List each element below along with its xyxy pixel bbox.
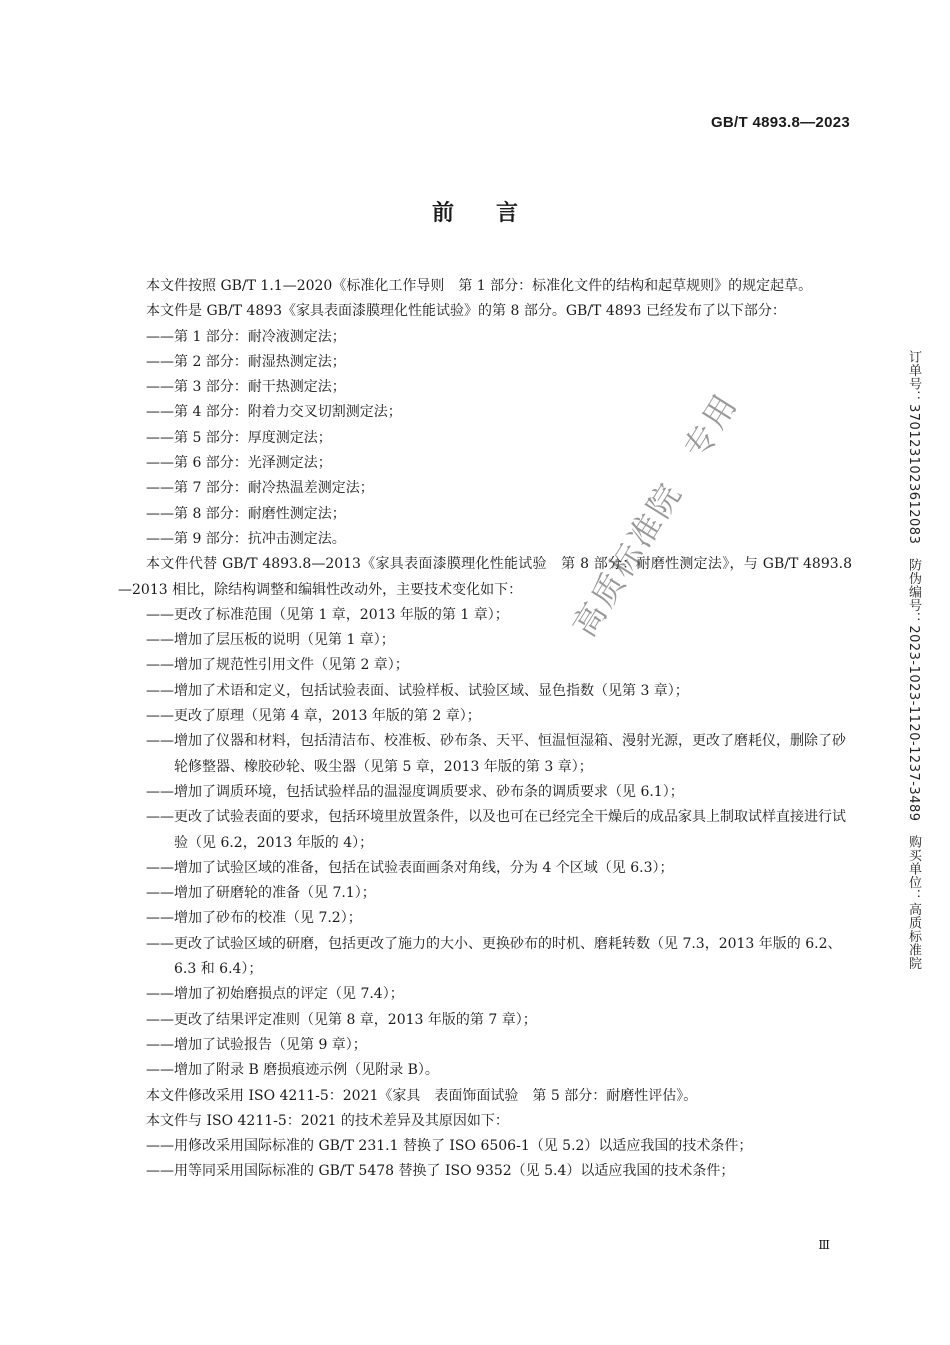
standard-code: GB/T 4893.8—2023 [710, 114, 850, 131]
list-item: ——增加了初始磨损点的评定（见 7.4）； [146, 986, 404, 1003]
list-item: ——增加了术语和定义，包括试验表面、试验样板、试验区域、显色指数（见第 3 章）； [146, 682, 689, 699]
list-item: ——第 1 部分：耐冷液测定法； [146, 328, 346, 345]
list-item: ——更改了试验区域的研磨，包括更改了施力的大小、更换砂布的时机、磨耗转数（见 7.3，2013 年版的 6.2、6.3 和 6.4）； [146, 935, 842, 978]
changes-list [118, 603, 852, 1084]
list-item: ——第 4 部分：附着力交叉切割测定法； [146, 404, 402, 421]
list-item: ——更改了标准范围（见第 1 章，2013 年版的第 1 章）； [146, 606, 509, 623]
paragraph-drafting-rules: 本文件按照 GB/T 1.1—2020《标准化工作导则 第 1 部分：标准化文件的结构和起草规则》的规定起草。 [146, 278, 813, 294]
list-item: ——增加了层压板的说明（见第 1 章）； [146, 632, 395, 649]
list-item: ——更改了试验表面的要求，包括环境里放置条件，以及也可在已经完全干燥后的成品家具上制取试样直接进行试验（见 6.2，2013 年版的 4）； [146, 809, 846, 851]
list-item: ——第 6 部分：光泽测定法； [146, 455, 332, 472]
page-title: 前言 [431, 201, 560, 226]
paragraph-replaces: 本文件代替 GB/T 4893.8—2013《家具表面漆膜理化性能试验 第 8 部分：耐磨性测定法》，与 GB/T 4893.8—2013 相比，除结构调整和编辑性改动外，主要技术变化如下： [118, 556, 852, 598]
list-item: ——更改了结果评定准则（见第 8 章，2013 年版的第 7 章）； [146, 1011, 537, 1028]
list-item: ——第 2 部分：耐湿热测定法； [146, 353, 346, 370]
list-item: ——第 3 部分：耐干热测定法； [146, 379, 346, 396]
paragraph-series-intro: 本文件是 GB/T 4893《家具表面漆膜理化性能试验》的第 8 部分。GB/T 4893 已经发布了以下部分： [146, 303, 786, 320]
order-info-sidebar: 订单号：3701231023612083 防伪编号：2023-1023-1120-1237-3489 购买单位：高质标准院 [906, 350, 921, 971]
list-item: ——增加了附录 B 磨损痕迹示例（见附录 B）。 [146, 1062, 439, 1079]
list-item: ——第 5 部分：厚度测定法； [146, 429, 332, 446]
watermark-text: 高质标准院 专用 [565, 385, 746, 644]
list-item: ——增加了试验区域的准备，包括在试验表面画条对角线，分为 4 个区域（见 6.3）； [146, 859, 674, 876]
list-item: ——增加了规范性引用文件（见第 2 章）； [146, 657, 409, 674]
list-item: ——增加了砂布的校准（见 7.2）； [146, 910, 362, 927]
list-item: ——增加了试验报告（见第 9 章）； [146, 1036, 367, 1053]
watermark [560, 385, 746, 644]
list-item: ——用修改采用国际标准的 GB/T 231.1 替换了 ISO 6506-1（见 5.2）以适应我国的技术条件； [146, 1138, 753, 1155]
differences-list [118, 1134, 852, 1185]
paragraph-differences: 本文件与 ISO 4211-5：2021 的技术差异及其原因如下： [146, 1112, 509, 1129]
paragraph-adoption: 本文件修改采用 ISO 4211-5：2021《家具 表面饰面试验 第 5 部分：耐磨性评估》。 [146, 1087, 698, 1104]
list-item: ——增加了研磨轮的准备（见 7.1）； [146, 885, 376, 902]
parts-list [118, 325, 852, 553]
list-item: ——第 7 部分：耐冷热温差测定法； [146, 480, 374, 497]
page-number: Ⅲ [818, 1238, 830, 1252]
list-item: ——用等同采用国际标准的 GB/T 5478 替换了 ISO 9352（见 5.4）以适应我国的技术条件； [146, 1163, 735, 1180]
list-item: ——增加了仪器和材料，包括清洁布、校准板、砂布条、天平、恒温恒湿箱、漫射光源，更改了磨耗仪，删除了砂轮修整器、橡胶砂轮、吸尘器（见第 5 章，2013 年版的第 3 章）； [146, 733, 846, 775]
list-item: ——更改了原理（见第 4 章，2013 年版的第 2 章）； [146, 708, 481, 725]
list-item: ——第 9 部分：抗冲击测定法。 [146, 530, 346, 547]
list-item: ——第 8 部分：耐磨性测定法； [146, 505, 346, 522]
list-item: ——增加了调质环境，包括试验样品的温湿度调质要求、砂布条的调质要求（见 6.1）； [146, 783, 684, 800]
